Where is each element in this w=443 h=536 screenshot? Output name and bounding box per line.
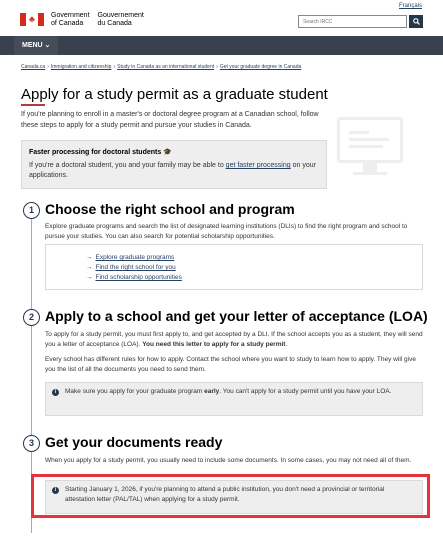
step-2-number: 2	[23, 309, 40, 326]
gov-en-line1: Government	[51, 12, 90, 19]
search-form	[298, 15, 423, 28]
doctoral-note-box	[21, 140, 327, 189]
step-2-info-box	[45, 382, 423, 416]
step-2-info-text: Make sure you apply for your graduate program early. You can't apply for a study permit until you have your LOA.	[65, 388, 392, 395]
breadcrumb-immigration[interactable]: Immigration and citizenship	[50, 64, 112, 70]
computer-illustration	[327, 113, 423, 185]
search-icon	[413, 18, 420, 25]
gov-en-line2: of Canada	[51, 20, 84, 27]
search-input[interactable]	[298, 15, 407, 28]
breadcrumb-study-in-canada[interactable]: Study in Canada as an international student	[117, 64, 215, 70]
info-icon: i	[52, 389, 59, 396]
step-1-links-box	[45, 244, 423, 290]
step-3-number: 3	[23, 435, 40, 452]
menu-bar	[0, 36, 443, 55]
step-2-title: Apply to a school and get your letter of acceptance (LOA)	[45, 308, 428, 324]
breadcrumb: Canada.ca › Immigration and citizenship › Study in Canada as an international student › Get your graduate degree in Canada	[21, 64, 302, 70]
language-toggle-link[interactable]: Français	[398, 3, 422, 9]
menu-button[interactable]: MENU ⌄	[14, 36, 58, 55]
breadcrumb-graduate-degree[interactable]: Get your graduate degree in Canada	[219, 64, 302, 70]
search-button[interactable]	[409, 15, 423, 28]
step-2-body-1: To apply for a study permit, you must first apply to, and get accepted by a DLI. If the school accepts you as a student, they will send you a letter of acceptance (LOA). You need this letter to apply for a study permit.	[45, 331, 423, 348]
page-intro: If you're planning to enroll in a master's or doctoral degree program at a Canadian school, follow these steps to apply for a study permit and pursue your studies in Canada.	[21, 111, 319, 129]
gov-fr-line2: du Canada	[97, 20, 132, 27]
step-3-title: Get your documents ready	[45, 434, 223, 450]
find-scholarship-link[interactable]: Find scholarship opportunities	[95, 274, 182, 281]
info-icon: i	[52, 487, 59, 494]
breadcrumb-canada[interactable]: Canada.ca	[21, 64, 46, 70]
explore-programs-link[interactable]: Explore graduate programs	[95, 254, 175, 261]
page-title: Apply for a study permit as a graduate student	[21, 86, 328, 103]
list-item: → Explore graduate programs	[86, 254, 175, 261]
faster-processing-link[interactable]: get faster processing	[225, 162, 291, 169]
find-school-link[interactable]: Find the right school for you	[95, 264, 176, 271]
gov-fr-line1: Gouvernement	[97, 12, 144, 19]
step-1-title: Choose the right school and program	[45, 201, 295, 217]
step-3-info-text: Starting January 1, 2026, if you're planning to attend a public institution, you don't need a provincial or territorial attestation letter (PAL/TAL) when applying for a study permit.	[65, 486, 385, 503]
title-underline	[21, 104, 45, 106]
doctoral-note-text: If you're a doctoral student, you and your family may be able to get faster processing on your applications.	[29, 162, 316, 179]
highlight-box	[31, 474, 430, 518]
step-1-body: Explore graduate programs and search the list of designated learning institutions (DLIs) to find the right program and school to pursue your studies. You can also search for potential scholarship opportunities.	[45, 223, 408, 240]
step-3-body: When you apply for a study permit, you usually need to include some documents. In some cases, you may not need all of them.	[45, 457, 412, 464]
step-1-number: 1	[23, 202, 40, 219]
list-item: → Find the right school for you	[86, 264, 176, 271]
site-header	[20, 12, 423, 34]
list-item: → Find scholarship opportunities	[86, 274, 182, 281]
government-wordmark[interactable]	[51, 12, 152, 28]
canada-flag-icon[interactable]: ♣	[20, 13, 44, 26]
doctoral-note-heading: Faster processing for doctoral students 🎓	[29, 149, 172, 156]
step-2-body-2: Every school has different rules for how to apply. Contact the school where you want to study to learn how to apply. They will give you the list of all the documents you need to send them.	[45, 356, 416, 373]
